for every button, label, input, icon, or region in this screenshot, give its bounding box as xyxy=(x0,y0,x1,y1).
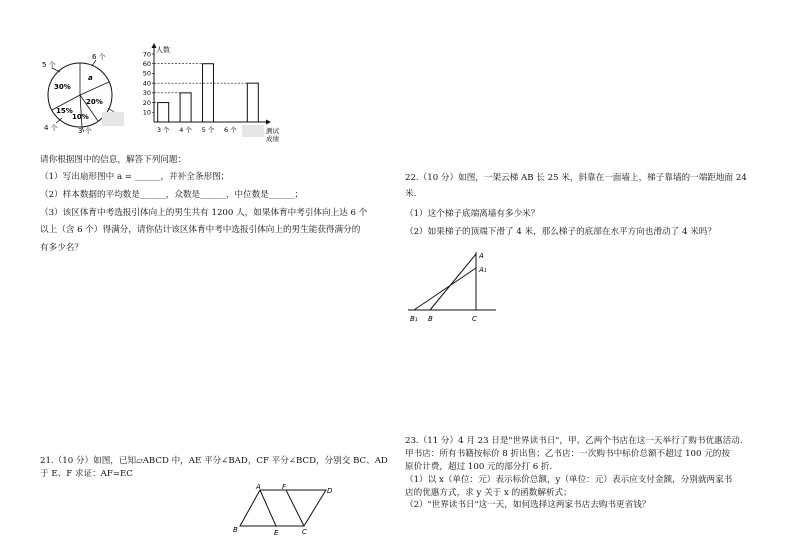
q21-line1: 21.（10 分）如图，已知▱ABCD 中，AE 平分∠BAD，CF 平分∠BCD，分别交 BC、AD xyxy=(40,456,388,466)
pt-D: D xyxy=(327,487,333,495)
pt-B-ladder: B xyxy=(428,315,433,323)
q22-part1: （1）这个梯子底端离墙有多少米？ xyxy=(405,209,540,219)
pie-blank-box xyxy=(102,112,124,126)
q3-line1: （3）该区体育中考选报引体向上的男生共有 1200 人，如果体育中考引体向上达 6 个 xyxy=(40,208,368,218)
bar-y-tick-label: 10 xyxy=(142,108,151,117)
bar-x-title-2: 成绩 xyxy=(266,135,279,143)
pie-label-6: 6 个 xyxy=(92,53,106,61)
pt-C: C xyxy=(302,528,307,536)
bar-y-tick-label: 30 xyxy=(142,89,151,98)
q22-line2: 米. xyxy=(405,189,417,199)
pt-A-ladder: A xyxy=(479,252,484,260)
pie-label-3: 3 个 xyxy=(78,127,92,135)
bar-x-title-1: 测试 xyxy=(266,127,279,135)
q2-text: （2）样本数据的平均数是______，众数是______，中位数是______； xyxy=(40,190,304,200)
bar-y-tick-label: 40 xyxy=(142,79,151,88)
pie-pct-5: 30% xyxy=(54,83,71,91)
pie-chart xyxy=(30,52,140,142)
pie-pct-4: 15% xyxy=(56,107,73,115)
pt-A: A xyxy=(256,483,261,491)
bar-chart xyxy=(138,40,298,144)
pt-C-ladder: C xyxy=(472,315,477,323)
q3-line2: 以上（含 6 个）得满分，请你估计该区体育中考中选报引体向上的男生能获得满分的 xyxy=(40,225,361,235)
pt-A1-ladder: A₁ xyxy=(479,266,487,274)
q23-line5: 店的优惠方式，求 y 关于 x 的函数解析式； xyxy=(405,488,572,498)
q1-text: （1）写出扇形图中 a = ______，并补全条形图； xyxy=(40,172,230,182)
pt-B1-ladder: B₁ xyxy=(410,315,418,323)
pie-label-4: 4 个 xyxy=(44,124,58,132)
ladder-figure xyxy=(404,246,504,326)
bar-y-tick-label: 20 xyxy=(142,98,151,107)
bar-2 xyxy=(203,64,214,122)
pt-F: F xyxy=(282,483,287,491)
bar-y-tick-label: 70 xyxy=(142,50,151,59)
q23-line4: （1）以 x（单位：元）表示标价总额，y（单位：元）表示应支付金额，分别就两家书 xyxy=(405,475,733,485)
bar-4 xyxy=(247,83,258,122)
q23-line3: 原价计费，超过 100 元的部分打 6 折. xyxy=(405,462,553,472)
bar-1 xyxy=(180,93,191,122)
bar-category-label: 6 个 xyxy=(224,126,237,134)
bar-0 xyxy=(158,103,169,122)
pt-E: E xyxy=(274,529,279,537)
bar-blank-box xyxy=(242,125,264,137)
bar-y-tick-label: 50 xyxy=(142,69,151,78)
bar-svg xyxy=(138,40,298,144)
pie-label-5: 5 个 xyxy=(42,61,56,69)
bar-category-label: 3 个 xyxy=(156,126,170,134)
bar-category-label: 5 个 xyxy=(201,126,215,134)
pie-pct-3: 10% xyxy=(72,113,89,121)
q23-line6: （2）"世界读书日"这一天，如何选择这两家书店去购书更省钱？ xyxy=(405,500,651,510)
q22-line1: 22.（10 分）如图，一架云梯 AB 长 25 米，斜靠在一面墙上，梯子靠墙的一端距地面 24 xyxy=(405,173,747,183)
pie-pct-6: a xyxy=(88,74,93,82)
bar-x-arrow xyxy=(266,120,271,125)
bar-y-title: 人数 xyxy=(156,46,170,54)
intro-text: 请你根据图中的信息，解答下列问题： xyxy=(40,155,187,165)
pie-svg xyxy=(30,52,140,142)
q22-part2: （2）如果梯子的顶端下滑了 4 米，那么梯子的底部在水平方向也滑动了 4 米吗？ xyxy=(405,227,716,237)
parallelogram-figure xyxy=(228,482,340,538)
bar-y-tick-label: 60 xyxy=(142,60,151,69)
q3-line3: 有多少名？ xyxy=(40,243,83,253)
pt-B: B xyxy=(233,526,238,534)
q23-line2: 甲书店：所有书籍按标价 8 折出售；乙书店：一次购书中标价总额不超过 100 元的按 xyxy=(405,449,730,459)
bar-category-label: 4 个 xyxy=(179,126,192,134)
pie-pct-7: 20% xyxy=(86,98,103,106)
q23-line1: 23.（11 分）4 月 23 日是"世界读书日"，甲、乙两个书店在这一天举行了购书优惠活动. xyxy=(405,436,743,446)
q21-line2: 于 E、F 求证：AF=EC xyxy=(40,469,133,479)
